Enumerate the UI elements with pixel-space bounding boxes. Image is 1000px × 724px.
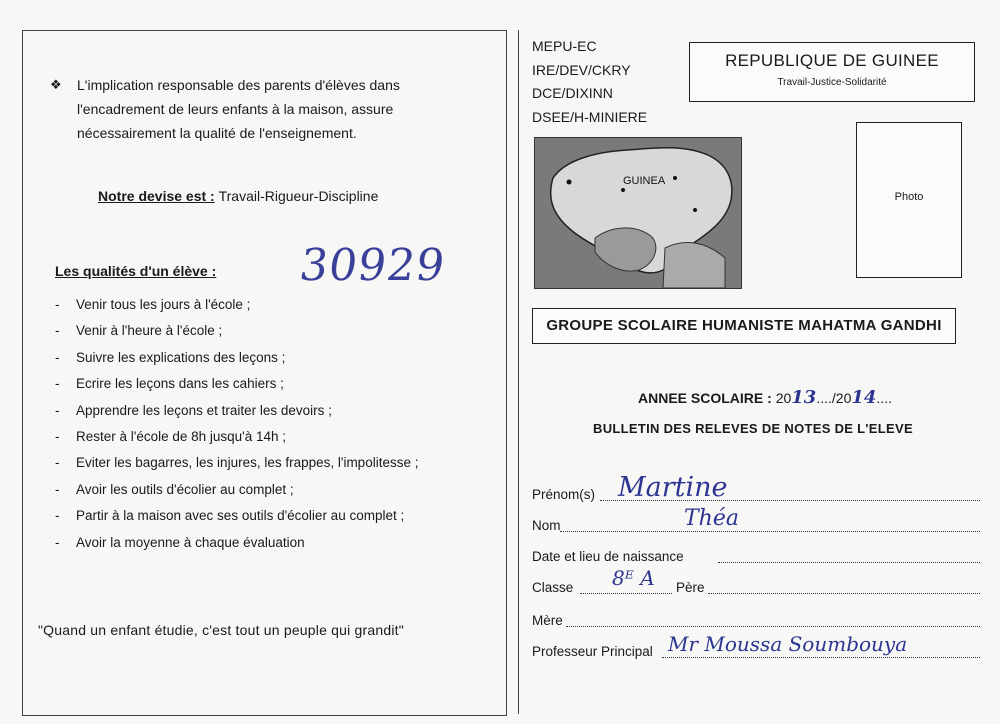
intro-line: nécessairement la qualité de l'enseignement. — [77, 125, 357, 141]
intro-paragraph — [50, 73, 465, 145]
nom-value: Théa — [684, 506, 739, 531]
classe-label: Classe — [532, 580, 574, 595]
qualities-list — [55, 297, 485, 561]
list-item: - Ecrire les leçons dans les cahiers ; — [55, 376, 284, 392]
republic-header-box — [689, 42, 975, 102]
school-name-box: GROUPE SCOLAIRE HUMANISTE MAHATMA GANDHI — [532, 308, 956, 344]
school-year-separator: ..../20 — [816, 390, 852, 406]
republic-title: REPUBLIQUE DE GUINEE — [725, 51, 939, 70]
admin-line: IRE/DEV/CKRY — [532, 61, 631, 78]
motto-label: Notre devise est : — [98, 188, 215, 204]
list-item: - Apprendre les leçons et traiter les devoirs ; — [55, 402, 332, 418]
list-item: - Suivre les explications des leçons ; — [55, 349, 286, 365]
school-year-end: 14 — [851, 387, 877, 408]
handwritten-number: 30929 — [296, 240, 449, 291]
school-year-prefix-1: 20 — [775, 390, 792, 406]
mere-line — [566, 626, 980, 627]
list-item: - Eviter les bagarres, les injures, les frappes, l'impolitesse ; — [55, 455, 419, 471]
prof-label: Professeur Principal — [532, 644, 653, 659]
school-year-start: 13 — [791, 387, 817, 408]
administration-header — [532, 35, 647, 129]
motto-value: Travail-Rigueur-Discipline — [218, 188, 379, 204]
pere-label: Père — [676, 580, 705, 595]
nom-label: Nom — [532, 518, 561, 533]
school-motto — [98, 188, 378, 204]
map-label: GUINEA — [623, 175, 666, 187]
school-year-suffix: .... — [876, 390, 892, 406]
admin-line: DCE/DIXINN — [532, 85, 613, 101]
admin-line: MEPU-EC — [532, 38, 597, 54]
prof-value: Mr Moussa Soumbouya — [668, 632, 908, 656]
classe-value: 8ᴱ A — [612, 566, 655, 590]
list-item: - Rester à l'école de 8h jusqu'à 14h ; — [55, 428, 287, 444]
prof-line — [662, 657, 980, 658]
guinea-map-image — [534, 137, 742, 289]
naissance-label: Date et lieu de naissance — [532, 549, 684, 564]
admin-line: DSEE/H-MINIERE — [532, 108, 648, 125]
qualities-title: Les qualités d'un élève : — [55, 263, 217, 279]
pere-line — [708, 593, 980, 594]
list-item: - Partir à la maison avec ses outils d'écolier au complet ; — [55, 508, 405, 524]
prenom-label: Prénom(s) — [532, 487, 596, 502]
intro-line: l'encadrement de leurs enfants à la maison, assure — [77, 101, 394, 117]
republic-motto: Travail-Justice-Solidarité — [777, 77, 887, 88]
photo-label: Photo — [894, 191, 924, 203]
prenom-value: Martine — [618, 472, 728, 503]
school-year — [638, 387, 892, 408]
list-item: - Avoir la moyenne à chaque évaluation — [55, 534, 305, 550]
closing-quote: "Quand un enfant étudie, c'est tout un peuple qui grandit" — [38, 622, 404, 638]
nom-line — [560, 531, 980, 532]
classe-line — [580, 593, 672, 594]
photo-placeholder — [856, 122, 962, 278]
list-item: - Venir tous les jours à l'école ; — [55, 297, 251, 312]
list-item: - Avoir les outils d'écolier au complet ; — [55, 481, 294, 497]
mere-label: Mère — [532, 613, 563, 628]
bulletin-title: BULLETIN DES RELEVES DE NOTES DE L'ELEVE — [593, 421, 913, 436]
naissance-line — [718, 562, 980, 563]
map-icon — [535, 138, 741, 288]
intro-line: L'implication responsable des parents d'élèves dans — [77, 77, 400, 93]
diamond-bullet-icon: ❖ — [50, 77, 62, 92]
list-item: - Venir à l'heure à l'école ; — [55, 323, 223, 339]
school-year-label: ANNEE SCOLAIRE : — [638, 390, 772, 406]
